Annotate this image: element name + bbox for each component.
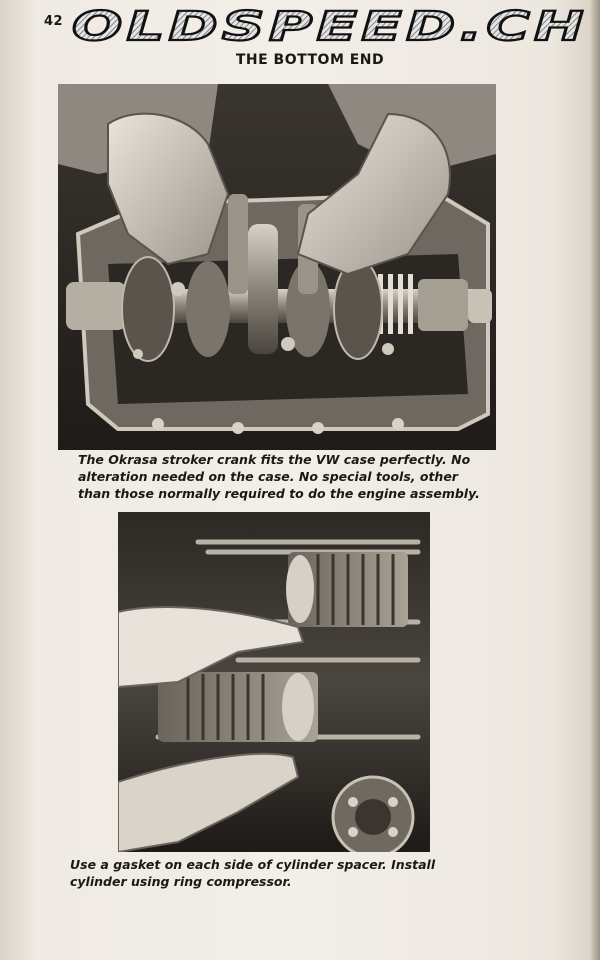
figure-caption-2: Use a gasket on each side of cylinder spacer. Install cylinder using ring compressor. xyxy=(70,857,436,889)
figure-caption-1: The Okrasa stroker crank fits the VW case perfectly. No alteration needed on the case. No special tools, other than those normally required to do the engine assembly. xyxy=(78,452,480,501)
oldspeed-logo xyxy=(68,6,592,48)
crankshaft-photo xyxy=(58,84,496,450)
page-number: 42 xyxy=(44,14,64,29)
logo-text: OLDSPEED.CH xyxy=(72,6,588,48)
cylinder-installation-photo xyxy=(118,512,430,852)
section-title: THE BOTTOM END xyxy=(235,52,385,68)
page-spine-edge xyxy=(590,0,600,960)
